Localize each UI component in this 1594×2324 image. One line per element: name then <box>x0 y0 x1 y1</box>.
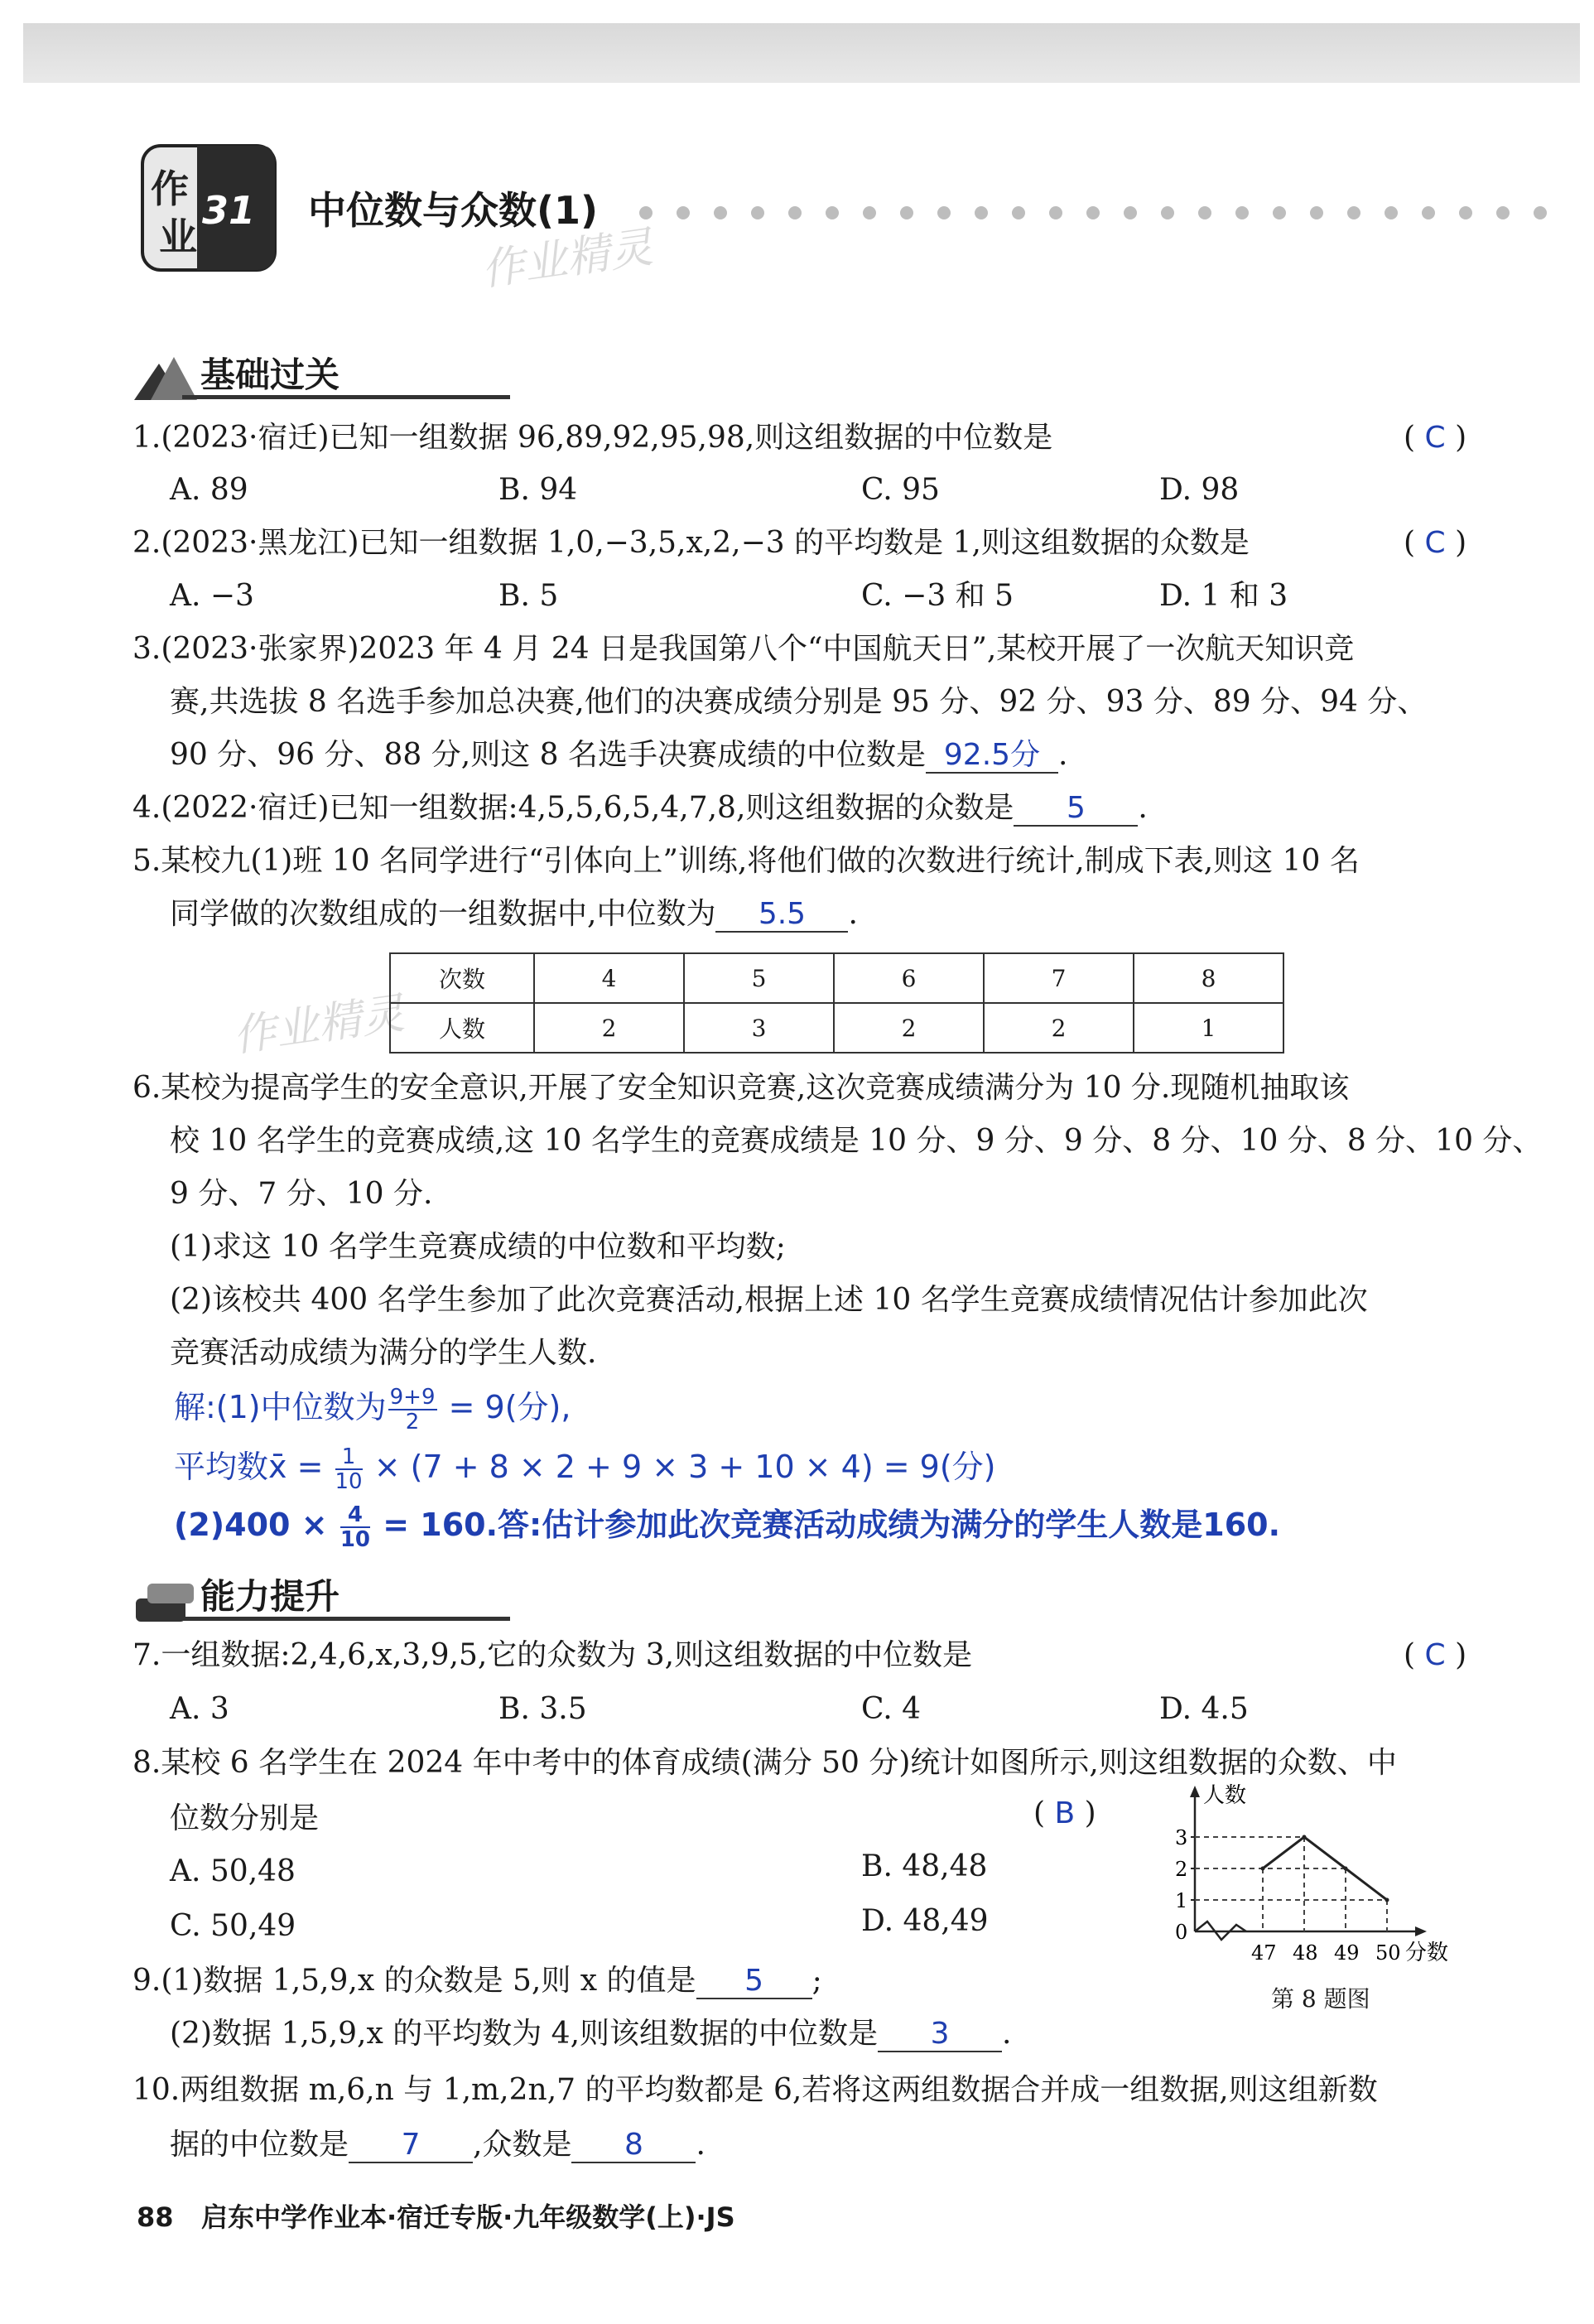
question-6-line3: 9 分、7 分、10 分. <box>170 1177 433 1211</box>
question-6-sub2b: 竞赛活动成绩为满分的学生人数. <box>170 1336 597 1370</box>
question-6-sub2a: (2)该校共 400 名学生参加了此次竞赛活动,根据上述 10 名学生竞赛成绩情况估计参加此次 <box>170 1283 1368 1317</box>
data-point <box>1261 1867 1265 1871</box>
option-b: B. 3.5 <box>498 1692 587 1726</box>
x-tick-label: 48 <box>1293 1941 1318 1965</box>
badge-char-top: 作 <box>151 166 189 211</box>
y-tick-label: 3 <box>1175 1826 1188 1849</box>
question-3-line1: 3.(2023·张家界)2023 年 4 月 24 日是我国第八个“中国航天日”,某校开展了一次航天知识竞 <box>132 632 1355 666</box>
option-b: B. 94 <box>498 473 578 507</box>
answer-8: B <box>1054 1796 1076 1830</box>
page-footer <box>137 2196 735 2235</box>
option-b: B. 48,48 <box>861 1849 988 1883</box>
question-6-sub1: (1)求这 10 名学生竞赛成绩的中位数和平均数; <box>170 1230 786 1264</box>
question-3-line2: 赛,共选拔 8 名选手参加总决赛,他们的决赛成绩分别是 95 分、92 分、93 分、89 分、94 分、 <box>170 685 1428 719</box>
answer-4: 5 <box>1014 792 1138 827</box>
table-cell: 8 <box>1134 953 1283 1003</box>
table-cell: 人数 <box>390 1003 534 1053</box>
option-c: C. −3 和 5 <box>861 579 1014 613</box>
badge-char-bottom: 业 <box>159 215 197 259</box>
question-6-line1: 6.某校为提高学生的安全意识,开展了安全知识竞赛,这次竞赛成绩满分为 10 分.现随机抽取该 <box>132 1071 1350 1105</box>
option-d: D. 1 和 3 <box>1159 579 1288 613</box>
watermark: 作业精灵 <box>229 988 407 1063</box>
table-cell: 7 <box>984 953 1134 1003</box>
frequency-table <box>389 952 1284 1054</box>
question-1: 1.(2023·宿迁)已知一组数据 96,89,92,95,98,则这组数据的中位数是 <box>132 421 1053 455</box>
option-b: B. 5 <box>498 579 559 613</box>
solution-line1: 解:(1)中位数为 $\frac{9+9}{2}$ = 9(分), <box>174 1384 571 1434</box>
section-title: 基础过关 <box>200 354 340 395</box>
option-a: A. 3 <box>170 1692 229 1726</box>
answer-10-2: 8 <box>571 2129 696 2163</box>
question-4: 4.(2022·宿迁)已知一组数据:4,5,5,6,5,4,7,8,则这组数据的众数是 5 . <box>132 791 1148 825</box>
badge-number: 31 <box>202 188 256 233</box>
answer-paren-2: ( C ) <box>1404 526 1467 560</box>
section-basic <box>132 352 522 402</box>
table-cell: 2 <box>534 1003 684 1053</box>
question-5-line1: 5.某校九(1)班 10 名同学进行“引体向上”训练,将他们做的次数进行统计,制成下表,则这 10 名 <box>132 844 1360 878</box>
x-tick-label: 50 <box>1375 1941 1401 1965</box>
question-8-line1: 8.某校 6 名学生在 2024 年中考中的体育成绩(满分 50 分)统计如图所示,则这组数据的众数、中 <box>132 1746 1397 1780</box>
x-axis-label: 分数 <box>1405 1941 1449 1965</box>
table-cell: 3 <box>684 1003 834 1053</box>
question-2: 2.(2023·黑龙江)已知一组数据 1,0,−3,5,x,2,−3 的平均数是 1,则这组数据的众数是 <box>132 526 1250 560</box>
question-9-part1: 9.(1)数据 1,5,9,x 的众数是 5,则 x 的值是 5 ; <box>132 1964 822 1998</box>
option-d: D. 48,49 <box>861 1904 989 1938</box>
page-number: 88 <box>137 2201 174 2233</box>
x-tick-label: 47 <box>1251 1941 1277 1965</box>
option-c: C. 50,49 <box>170 1909 296 1943</box>
answer-2: C <box>1424 526 1446 560</box>
option-c: C. 95 <box>861 473 940 507</box>
option-a: A. 50,48 <box>170 1854 296 1888</box>
y-tick-label: 1 <box>1175 1889 1188 1912</box>
option-c: C. 4 <box>861 1692 922 1726</box>
section-title: 能力提升 <box>200 1576 340 1617</box>
question-5-line2: 同学做的次数组成的一组数据中,中位数为 5.5 . <box>170 897 858 931</box>
option-d: D. 4.5 <box>1159 1692 1249 1726</box>
top-margin-band <box>23 23 1580 83</box>
answer-10-1: 7 <box>349 2129 473 2163</box>
answer-5: 5.5 <box>715 898 848 933</box>
question-8-line2: 位数分别是 <box>170 1801 320 1835</box>
question-3-line3: 90 分、96 分、88 分,则这 8 名选手决赛成绩的中位数是 92.5分 . <box>170 738 1068 772</box>
table-cell: 2 <box>834 1003 984 1053</box>
question-10-line2: 据的中位数是 7 ,众数是 8 . <box>170 2128 706 2162</box>
x-tick-label: 49 <box>1334 1941 1360 1965</box>
data-point <box>1385 1898 1389 1902</box>
y-axis-arrow <box>1190 1786 1200 1797</box>
table-cell: 2 <box>984 1003 1134 1053</box>
answer-3: 92.5分 <box>926 739 1058 774</box>
book-title: 启东中学作业本·宿迁专版·九年级数学(上)·JS <box>200 2201 735 2233</box>
table-cell: 1 <box>1134 1003 1283 1053</box>
question-6-line2: 校 10 名学生的竞赛成绩,这 10 名学生的竞赛成绩是 10 分、9 分、9 分、8 分、10 分、8 分、10 分、 <box>170 1124 1543 1158</box>
answer-9-1: 5 <box>696 1965 812 1999</box>
option-d: D. 98 <box>1159 473 1240 507</box>
table-row <box>390 953 1283 1003</box>
question-10-line1: 10.两组数据 m,6,n 与 1,m,2n,7 的平均数都是 6,若将这两组数据合并成一组数据,则这组新数 <box>132 2073 1378 2107</box>
data-point <box>1344 1867 1348 1871</box>
table-cell: 5 <box>684 953 834 1003</box>
section-advanced <box>132 1574 522 1623</box>
answer-7: C <box>1424 1638 1446 1672</box>
table-cell: 4 <box>534 953 684 1003</box>
homework-badge <box>139 142 280 275</box>
question-7: 7.一组数据:2,4,6,x,3,9,5,它的众数为 3,则这组数据的中位数是 <box>132 1638 973 1672</box>
answer-1: C <box>1424 421 1446 455</box>
solution-line2: 平均数x̄ = $\frac{1}{10}$ × (7 + 8 × 2 + 9 × 3 + 10 × 4) = 9(分) <box>174 1444 996 1494</box>
solution-line3: (2)400 × $\frac{4}{10}$ = 160.答:估计参加此次竞赛活动成绩为满分的学生人数是160. <box>174 1502 1281 1552</box>
x-axis-arrow <box>1415 1926 1427 1936</box>
y-tick-label: 2 <box>1175 1858 1188 1881</box>
table-cell: 次数 <box>390 953 534 1003</box>
page-title: 中位数与众数(1) <box>308 188 599 233</box>
option-a: A. −3 <box>170 579 254 613</box>
stairs-icon <box>132 1574 199 1623</box>
data-point <box>1303 1835 1307 1839</box>
watermark: 作业精灵 <box>478 222 656 297</box>
y-tick-label: 0 <box>1175 1921 1188 1944</box>
question-9-part2: (2)数据 1,5,9,x 的平均数为 4,则该组数据的中位数是 3 . <box>170 2017 1012 2051</box>
answer-9-2: 3 <box>878 2018 1002 2052</box>
figure-caption: 第 8 题图 <box>1271 1985 1370 2013</box>
answer-paren-7: ( C ) <box>1404 1638 1467 1672</box>
y-axis-label: 人数 <box>1203 1783 1247 1808</box>
answer-paren-8: ( B ) <box>1033 1796 1096 1830</box>
option-a: A. 89 <box>170 473 248 507</box>
mountain-icon <box>132 352 199 402</box>
title-dots <box>638 203 1573 223</box>
table-cell: 6 <box>834 953 984 1003</box>
answer-paren-1: ( C ) <box>1404 421 1467 455</box>
table-row <box>390 1003 1283 1053</box>
